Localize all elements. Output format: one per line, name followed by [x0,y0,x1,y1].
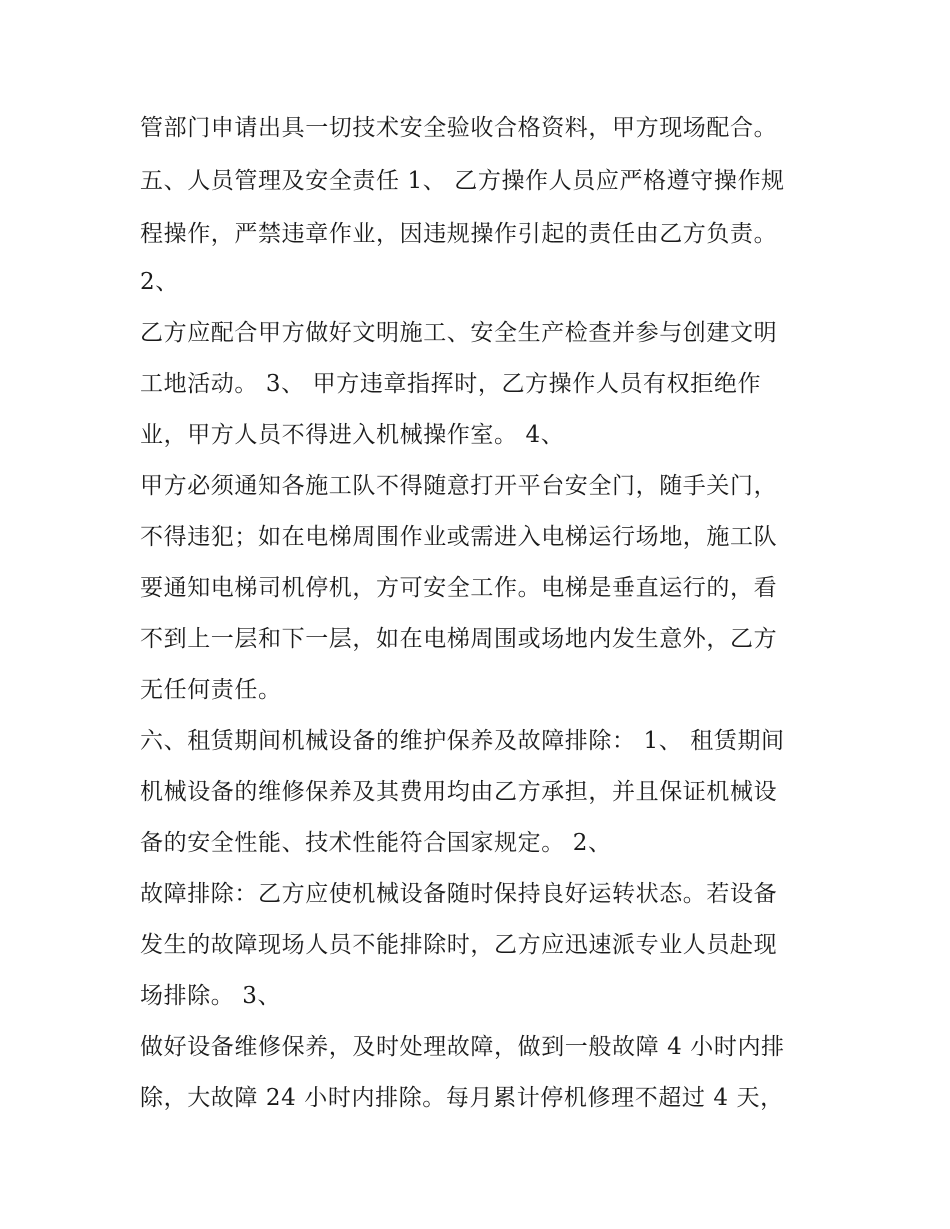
text-line: 乙方应配合甲方做好文明施工、安全生产检查并参与创建文明 [140,320,778,346]
text-line: 2、 [140,269,179,295]
text-line: 管部门申请出具一切技术安全验收合格资料，甲方现场配合。 [140,115,778,141]
text-line: 机械设备的维修保养及其费用均由乙方承担，并且保证机械设 [140,779,778,805]
text-line: 六、租赁期间机械设备的维护保养及故障排除： 1、 租赁期间 [140,728,785,754]
text-line: 不得违犯；如在电梯周围作业或需进入电梯运行场地，施工队 [140,524,778,550]
text-line: 无任何责任。 [140,677,282,703]
text-line: 甲方必须通知各施工队不得随意打开平台安全门，随手关门， [140,473,778,499]
text-line: 工地活动。 3、 甲方违章指挥时，乙方操作人员有权拒绝作 [140,371,762,397]
text-line: 做好设备维修保养，及时处理故障，做到一般故障 4 小时内排 [140,1034,785,1060]
text-line: 故障排除：乙方应使机械设备随时保持良好运转状态。若设备 [140,881,778,907]
text-line: 场排除。 3、 [140,983,282,1009]
text-line: 备的安全性能、技术性能符合国家规定。 2、 [140,830,612,856]
text-line: 除，大故障 24 小时内排除。每月累计停机修理不超过 4 天， [140,1085,784,1111]
text-line: 要通知电梯司机停机，方可安全工作。电梯是垂直运行的，看 [140,575,778,601]
text-line: 不到上一层和下一层，如在电梯周围或场地内发生意外，乙方 [140,626,778,652]
text-line: 发生的故障现场人员不能排除时，乙方应迅速派专业人员赴现 [140,932,778,958]
text-line: 五、人员管理及安全责任 1、 乙方操作人员应严格遵守操作规 [140,168,785,194]
text-line: 程操作，严禁违章作业，因违规操作引起的责任由乙方负责。 [140,221,778,247]
text-line: 业，甲方人员不得进入机械操作室。 4、 [140,422,565,448]
